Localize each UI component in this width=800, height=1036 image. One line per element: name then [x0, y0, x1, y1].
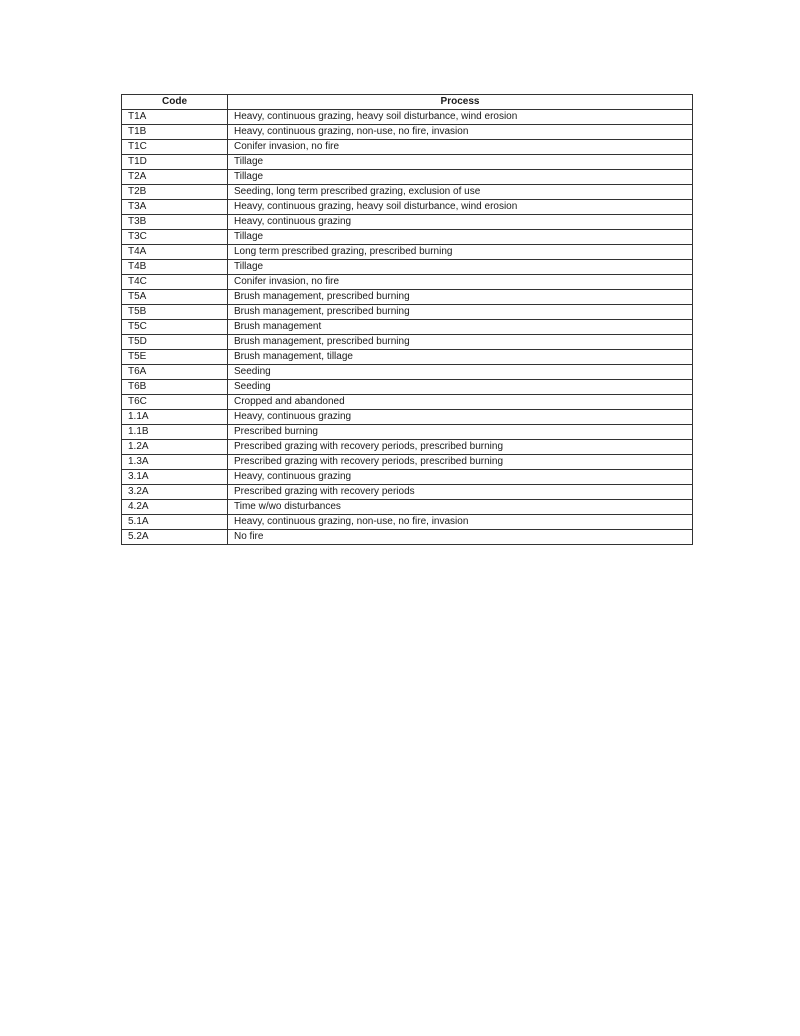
- code-cell: T6C: [122, 395, 228, 410]
- code-cell: 1.1B: [122, 425, 228, 440]
- table-row: [122, 125, 693, 140]
- table-row: [122, 290, 693, 305]
- table-row: [122, 170, 693, 185]
- table-row: [122, 275, 693, 290]
- code-cell: T1C: [122, 140, 228, 155]
- code-cell: T5B: [122, 305, 228, 320]
- table-row: [122, 365, 693, 380]
- process-cell: Tillage: [228, 230, 693, 245]
- process-cell: Brush management: [228, 320, 693, 335]
- table-row: [122, 335, 693, 350]
- process-cell: Heavy, continuous grazing, non-use, no fire, invasion: [228, 125, 693, 140]
- code-cell: T3B: [122, 215, 228, 230]
- table-row: [122, 455, 693, 470]
- process-cell: Brush management, prescribed burning: [228, 305, 693, 320]
- table-row: [122, 470, 693, 485]
- process-cell: Seeding: [228, 380, 693, 395]
- process-cell: Brush management, prescribed burning: [228, 290, 693, 305]
- process-cell: Cropped and abandoned: [228, 395, 693, 410]
- code-cell: T5E: [122, 350, 228, 365]
- process-cell: Heavy, continuous grazing: [228, 215, 693, 230]
- table-row: [122, 200, 693, 215]
- code-cell: T5C: [122, 320, 228, 335]
- code-cell: 1.3A: [122, 455, 228, 470]
- process-cell: Time w/wo disturbances: [228, 500, 693, 515]
- code-cell: T3A: [122, 200, 228, 215]
- code-cell: T5D: [122, 335, 228, 350]
- process-cell: Heavy, continuous grazing, non-use, no fire, invasion: [228, 515, 693, 530]
- process-cell: Prescribed grazing with recovery periods, prescribed burning: [228, 455, 693, 470]
- table-row: [122, 485, 693, 500]
- process-cell: Conifer invasion, no fire: [228, 140, 693, 155]
- table-row: [122, 260, 693, 275]
- code-cell: 5.1A: [122, 515, 228, 530]
- table-row: [122, 155, 693, 170]
- process-cell: Prescribed grazing with recovery periods, prescribed burning: [228, 440, 693, 455]
- table-row: [122, 425, 693, 440]
- table-row: [122, 350, 693, 365]
- process-cell: Tillage: [228, 155, 693, 170]
- process-cell: Heavy, continuous grazing, heavy soil disturbance, wind erosion: [228, 200, 693, 215]
- table-row: [122, 320, 693, 335]
- code-cell: 3.1A: [122, 470, 228, 485]
- process-cell: No fire: [228, 530, 693, 545]
- process-cell: Brush management, tillage: [228, 350, 693, 365]
- table-row: [122, 440, 693, 455]
- table-row: [122, 215, 693, 230]
- code-cell: T4B: [122, 260, 228, 275]
- code-cell: T5A: [122, 290, 228, 305]
- process-table: [121, 94, 693, 545]
- code-cell: 5.2A: [122, 530, 228, 545]
- process-column-header: Process: [228, 95, 693, 110]
- code-cell: T1A: [122, 110, 228, 125]
- process-cell: Conifer invasion, no fire: [228, 275, 693, 290]
- code-cell: 1.2A: [122, 440, 228, 455]
- process-cell: Tillage: [228, 170, 693, 185]
- code-cell: T4A: [122, 245, 228, 260]
- table-row: [122, 530, 693, 545]
- code-cell: T3C: [122, 230, 228, 245]
- code-cell: T1D: [122, 155, 228, 170]
- table-body: [122, 110, 693, 545]
- table-row: [122, 515, 693, 530]
- table-row: [122, 395, 693, 410]
- code-cell: 1.1A: [122, 410, 228, 425]
- table-header-row: [122, 95, 693, 110]
- process-cell: Prescribed burning: [228, 425, 693, 440]
- process-cell: Heavy, continuous grazing: [228, 470, 693, 485]
- process-cell: Brush management, prescribed burning: [228, 335, 693, 350]
- table-row: [122, 110, 693, 125]
- code-column-header: Code: [122, 95, 228, 110]
- code-cell: T6B: [122, 380, 228, 395]
- code-cell: 3.2A: [122, 485, 228, 500]
- table-row: [122, 380, 693, 395]
- table-header: [122, 95, 693, 110]
- code-cell: T2B: [122, 185, 228, 200]
- table-row: [122, 245, 693, 260]
- table-row: [122, 140, 693, 155]
- table-row: [122, 230, 693, 245]
- process-cell: Seeding, long term prescribed grazing, exclusion of use: [228, 185, 693, 200]
- process-cell: Seeding: [228, 365, 693, 380]
- code-cell: T2A: [122, 170, 228, 185]
- process-cell: Heavy, continuous grazing, heavy soil disturbance, wind erosion: [228, 110, 693, 125]
- process-cell: Tillage: [228, 260, 693, 275]
- process-cell: Prescribed grazing with recovery periods: [228, 485, 693, 500]
- table-row: [122, 410, 693, 425]
- table-row: [122, 305, 693, 320]
- code-cell: 4.2A: [122, 500, 228, 515]
- code-cell: T4C: [122, 275, 228, 290]
- table-row: [122, 500, 693, 515]
- code-cell: T6A: [122, 365, 228, 380]
- process-cell: Long term prescribed grazing, prescribed burning: [228, 245, 693, 260]
- code-cell: T1B: [122, 125, 228, 140]
- table-row: [122, 185, 693, 200]
- process-cell: Heavy, continuous grazing: [228, 410, 693, 425]
